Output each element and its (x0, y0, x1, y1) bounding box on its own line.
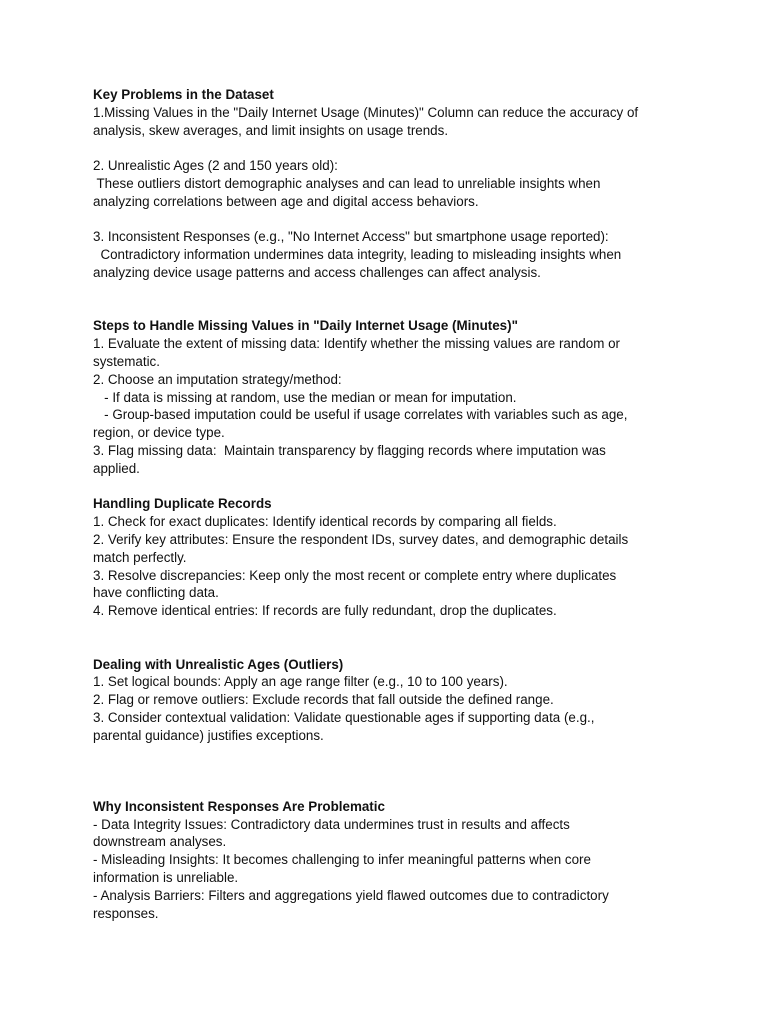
text-line: Contradictory information undermines data integrity, leading to misleading insights when (93, 247, 622, 263)
text-line: downstream analyses. (93, 834, 227, 850)
section-heading: Why Inconsistent Responses Are Problematic (93, 798, 385, 814)
text-line: 3. Inconsistent Responses (e.g., "No Internet Access" but smartphone usage reported): (93, 229, 609, 245)
text-line: analysis, skew averages, and limit insights on usage trends. (93, 122, 449, 138)
text-line: have conflicting data. (93, 585, 219, 601)
text-line: 4. Remove identical entries: If records are fully redundant, drop the duplicates. (93, 603, 557, 619)
section-heading: Key Problems in the Dataset (93, 87, 274, 102)
text-line: 1. Check for exact duplicates: Identify identical records by comparing all fields. (93, 514, 557, 530)
document-body (93, 86, 693, 922)
text-line: - Analysis Barriers: Filters and aggregations yield flawed outcomes due to contradictory (93, 887, 609, 903)
text-line: applied. (93, 460, 140, 476)
blank-line (93, 211, 693, 229)
text-line: 3. Flag missing data: Maintain transparency by flagging records where imputation was (93, 442, 606, 458)
section-spacer (93, 282, 693, 318)
text-line: parental guidance) justifies exceptions. (93, 727, 324, 743)
section-heading: Steps to Handle Missing Values in "Daily Internet Usage (Minutes)" (93, 318, 518, 334)
text-line: 1.Missing Values in the "Daily Internet Usage (Minutes)" Column can reduce the accuracy of (93, 104, 639, 120)
section-missing-values (93, 317, 693, 477)
text-line: These outliers distort demographic analyses and can lead to unreliable insights when (93, 175, 601, 191)
text-line: information is unreliable. (93, 870, 239, 886)
text-line: analyzing device usage patterns and access challenges can affect analysis. (93, 264, 541, 280)
text-line: match perfectly. (93, 549, 187, 565)
section-outliers (93, 656, 693, 745)
text-line: 2. Verify key attributes: Ensure the respondent IDs, survey dates, and demographic details (93, 531, 629, 547)
section-spacer (93, 478, 693, 496)
text-line: 2. Choose an imputation strategy/method: (93, 371, 342, 387)
section-key-problems (93, 86, 693, 282)
text-line: 1. Set logical bounds: Apply an age range filter (e.g., 10 to 100 years). (93, 674, 508, 690)
section-spacer (93, 620, 693, 656)
text-line: - Group-based imputation could be useful if usage correlates with variables such as age, (93, 407, 628, 423)
text-line: systematic. (93, 353, 160, 369)
text-line: 3. Resolve discrepancies: Keep only the most recent or complete entry where duplicates (93, 567, 617, 583)
blank-line (93, 139, 693, 157)
text-line: analyzing correlations between age and digital access behaviors. (93, 193, 479, 209)
section-duplicates (93, 495, 693, 620)
section-heading: Dealing with Unrealistic Ages (Outliers) (93, 656, 344, 672)
section-heading: Handling Duplicate Records (93, 496, 272, 512)
text-line: 2. Flag or remove outliers: Exclude records that fall outside the defined range. (93, 692, 554, 708)
text-line: 2. Unrealistic Ages (2 and 150 years old): (93, 158, 338, 174)
section-inconsistent (93, 798, 693, 923)
text-line: 1. Evaluate the extent of missing data: Identify whether the missing values are random or (93, 336, 620, 352)
text-line: region, or device type. (93, 425, 225, 441)
section-spacer (93, 744, 693, 797)
text-line: - Misleading Insights: It becomes challenging to infer meaningful patterns when core (93, 852, 591, 868)
text-line: - If data is missing at random, use the median or mean for imputation. (93, 389, 517, 405)
text-line: - Data Integrity Issues: Contradictory data undermines trust in results and affects (93, 816, 570, 832)
text-line: 3. Consider contextual validation: Validate questionable ages if supporting data (e.g., (93, 709, 595, 725)
text-line: responses. (93, 905, 159, 921)
